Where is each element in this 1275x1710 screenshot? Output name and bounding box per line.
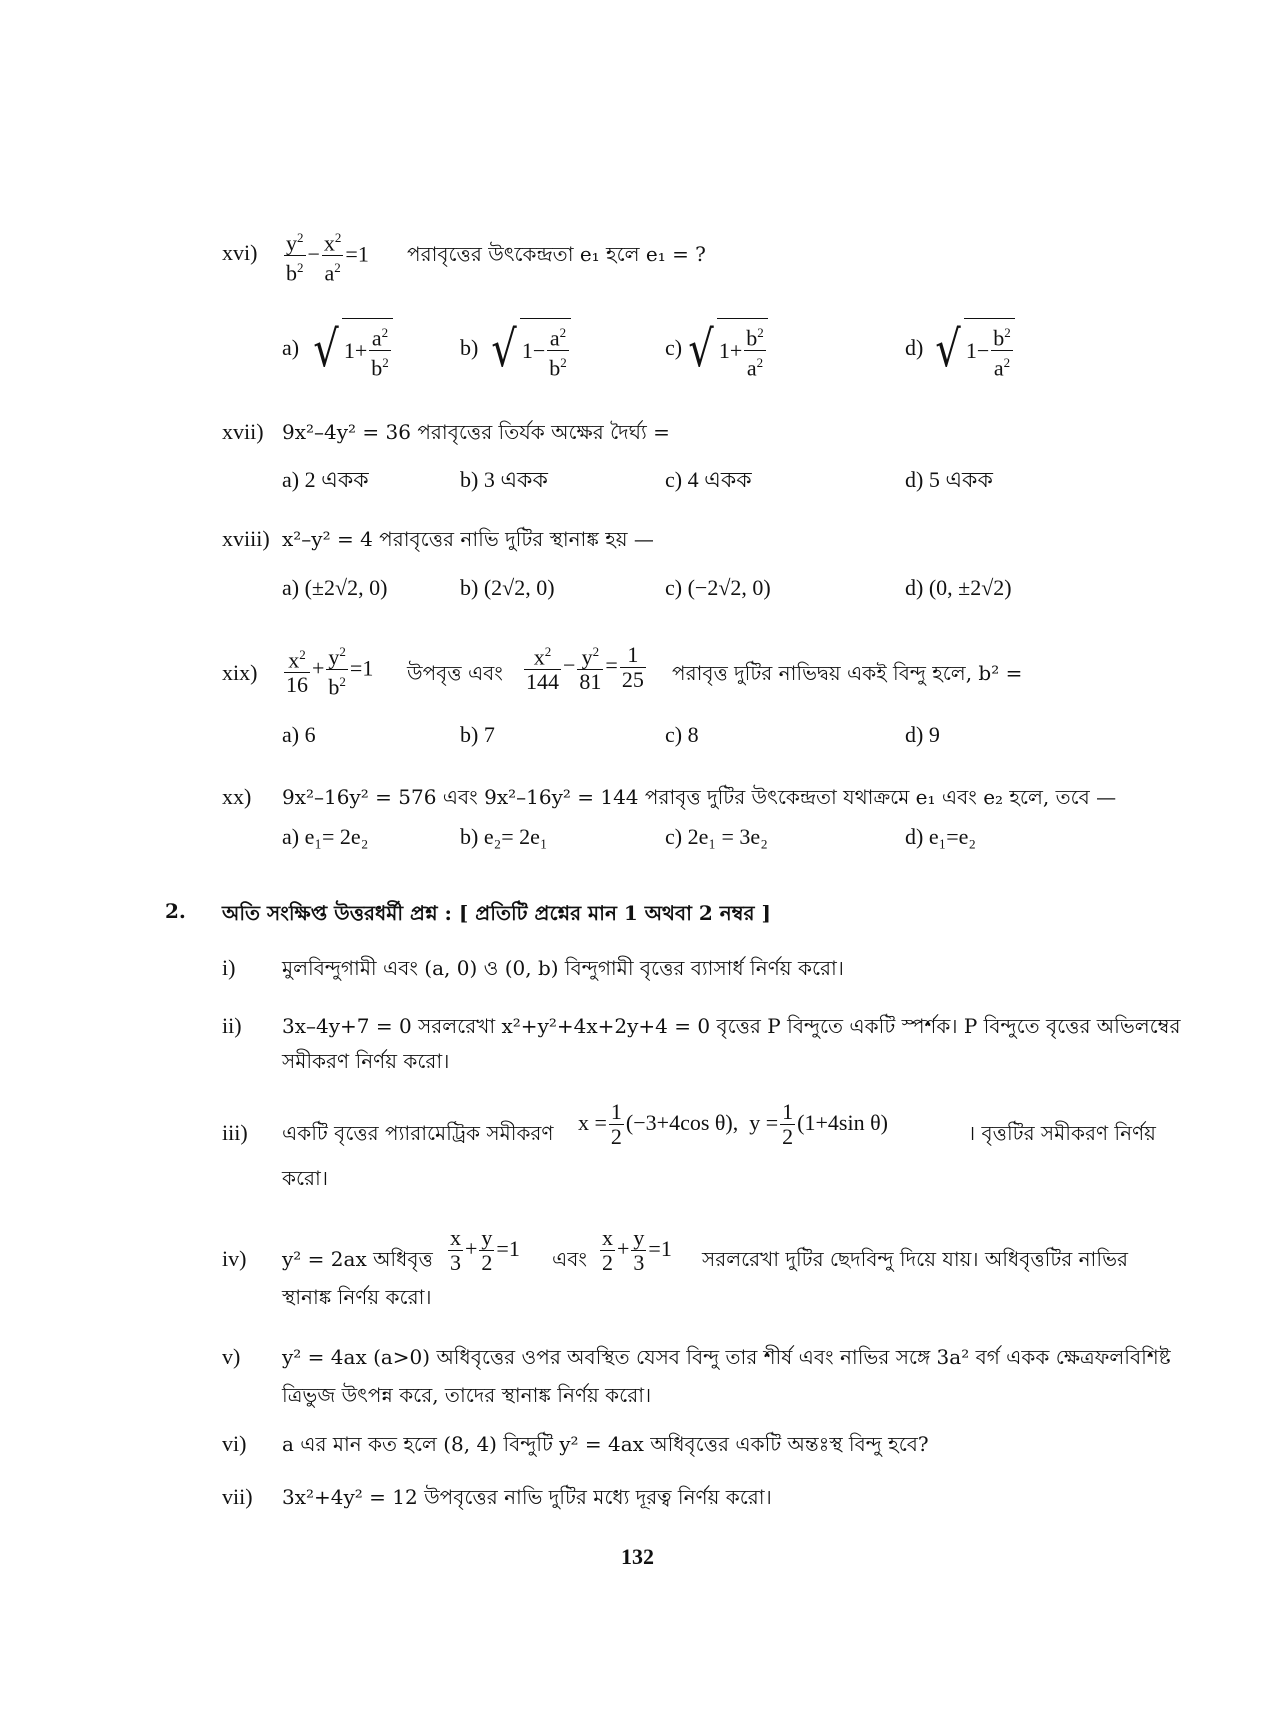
q20-option-b: b) e₂= 2e₁ bbox=[460, 824, 548, 849]
q18-option-b: b) (2√2, 0) bbox=[460, 575, 555, 600]
q16-option-d: d) bbox=[905, 335, 924, 360]
q20-text: 9x²–16y² = 576 এবং 9x²–16y² = 144 পরাবৃত্ত দুটির উৎকেন্দ্রতা যথাক্রমে e₁ এবং e₂ হলে, তবে — bbox=[282, 785, 1117, 809]
q16-option-c: c) bbox=[665, 335, 683, 360]
s2-i-text: মুলবিন্দুগামী এবং (a, 0) ও (0, b) বিন্দুগামী বৃত্তের ব্যাসার্ধ নির্ণয় করো। bbox=[282, 956, 844, 980]
q16-equation: $\frac{y^2}{b^2}$ − $\frac{x^2}{a^2}$ =1 bbox=[282, 226, 369, 286]
q16-option-c-expr: √ 1+ $\frac{b^2}{a^2}$ bbox=[685, 318, 768, 381]
s2-iii-text-line1: একটি বৃত্তের প্যারামেট্রিক সমীকরণ bbox=[282, 1121, 554, 1145]
q19-option-a: a) 6 bbox=[282, 722, 316, 747]
q19-option-d: d) 9 bbox=[905, 722, 940, 747]
q19-mid-text: উপবৃত্ত এবং bbox=[407, 661, 503, 685]
s2-iii-tail-text: । বৃত্তটির সমীকরণ নির্ণয় bbox=[968, 1121, 1156, 1145]
q18-text: x²–y² = 4 পরাবৃত্তের নাভি দুটির স্থানাঙ্ক হয় — bbox=[282, 527, 654, 551]
section-number: 2. bbox=[165, 899, 186, 923]
q16-option-b-expr: √ 1− $\frac{a^2}{b^2}$ bbox=[488, 318, 571, 381]
q16-text: পরাবৃত্তের উৎকেন্দ্রতা e₁ হলে e₁ = ? bbox=[407, 242, 706, 266]
q18-option-a: a) (±2√2, 0) bbox=[282, 575, 388, 600]
q20-option-c: c) 2e₁ = 3e₂ bbox=[665, 824, 768, 849]
page-number: 132 bbox=[621, 1544, 654, 1569]
s2-v-text-line2: ত্রিভুজ উৎপন্ন করে, তাদের স্থানাঙ্ক নির্ণয় করো। bbox=[282, 1383, 652, 1407]
s2-iii-number: iii) bbox=[222, 1120, 248, 1145]
q16-option-a-expr: √ 1+ $\frac{a^2}{b^2}$ bbox=[310, 318, 393, 381]
q18-number: xviii) bbox=[222, 526, 270, 551]
s2-iv-text-line2: স্থানাঙ্ক নির্ণয় করো। bbox=[282, 1285, 432, 1309]
s2-iv-tail: সরলরেখা দুটির ছেদবিন্দু দিয়ে যায়। অধিবৃত্তটির নাভির bbox=[702, 1247, 1128, 1271]
s2-ii-number: ii) bbox=[222, 1013, 242, 1038]
s2-iii-text-line2: করো। bbox=[282, 1166, 328, 1190]
s2-ii-text-line2: সমীকরণ নির্ণয় করো। bbox=[282, 1049, 450, 1073]
q18-option-c: c) (−2√2, 0) bbox=[665, 575, 771, 600]
s2-iii-parametric-equation: x = $\frac{1}{2}$ (−3+4cos θ), y = $\frac{1}{2}$ (1+4sin θ) bbox=[578, 1099, 888, 1149]
q16-number: xvi) bbox=[222, 240, 258, 265]
q19-ellipse-equation: $\frac{x^2}{16}$ + $\frac{y^2}{b^2}$ =1 bbox=[282, 640, 373, 700]
s2-vii-number: vii) bbox=[222, 1484, 253, 1509]
s2-vi-number: vi) bbox=[222, 1431, 247, 1456]
s2-iv-line1-equation: $\frac{x}{3}$ + $\frac{y}{2}$ =1 bbox=[450, 1225, 520, 1275]
q17-text: 9x²–4y² = 36 পরাবৃত্তের তির্যক অক্ষের দৈর্ঘ্য = bbox=[282, 420, 670, 444]
q17-option-b: b) 3 একক bbox=[460, 467, 548, 492]
s2-v-number: v) bbox=[222, 1344, 241, 1369]
q17-option-d: d) 5 একক bbox=[905, 467, 993, 492]
s2-ii-text-line1: 3x–4y+7 = 0 সরলরেখা x²+y²+4x+2y+4 = 0 বৃত্তের P বিন্দুতে একটি স্পর্শক। P বিন্দুতে বৃত্তের অভিলম্বের bbox=[282, 1014, 1181, 1038]
q16-option-a: a) bbox=[282, 335, 300, 360]
q20-option-a: a) e₁= 2e₂ bbox=[282, 824, 369, 849]
q17-option-a: a) 2 একক bbox=[282, 467, 369, 492]
q19-number: xix) bbox=[222, 660, 258, 685]
q19-hyperbola-equation: $\frac{x^2}{144}$ − $\frac{y^2}{81}$ = $\frac{1}{25}$ bbox=[526, 641, 644, 695]
s2-iv-line2-equation: $\frac{x}{2}$ + $\frac{y}{3}$ =1 bbox=[602, 1225, 672, 1275]
section-heading: অতি সংক্ষিপ্ত উত্তরধর্মী প্রশ্ন : [ প্রতিটি প্রশ্নের মান 1 অথবা 2 নম্বর ] bbox=[222, 901, 771, 925]
q16-option-d-expr: √ 1− $\frac{b^2}{a^2}$ bbox=[932, 318, 1015, 381]
s2-iv-number: iv) bbox=[222, 1246, 247, 1271]
q19-option-b: b) 7 bbox=[460, 722, 495, 747]
q18-option-d: d) (0, ±2√2) bbox=[905, 575, 1012, 600]
s2-vii-text: 3x²+4y² = 12 উপবৃত্তের নাভি দুটির মধ্যে দূরত্ব নির্ণয় করো। bbox=[282, 1485, 772, 1509]
s2-v-text-line1: y² = 4ax (a>0) অধিবৃত্তের ওপর অবস্থিত যেসব বিন্দু তার শীর্ষ এবং নাভির সঙ্গে 3a² বর্গ একক ক্ষেত্রফলবিশিষ্ট bbox=[282, 1345, 1171, 1369]
s2-iv-head: y² = 2ax অধিবৃত্ত bbox=[282, 1247, 433, 1271]
q17-number: xvii) bbox=[222, 419, 264, 444]
q20-option-d: d) e₁=e₂ bbox=[905, 824, 977, 849]
s2-iv-mid: এবং bbox=[552, 1247, 587, 1271]
s2-vi-text: a এর মান কত হলে (8, 4) বিন্দুটি y² = 4ax অধিবৃত্তের একটি অন্তঃস্থ বিন্দু হবে? bbox=[282, 1432, 929, 1456]
q16-option-b: b) bbox=[460, 335, 479, 360]
q19-tail-text: পরাবৃত্ত দুটির নাভিদ্বয় একই বিন্দু হলে, b² = bbox=[672, 661, 1023, 685]
q19-option-c: c) 8 bbox=[665, 722, 699, 747]
q17-option-c: c) 4 একক bbox=[665, 467, 752, 492]
q20-number: xx) bbox=[222, 784, 252, 809]
s2-i-number: i) bbox=[222, 955, 236, 980]
